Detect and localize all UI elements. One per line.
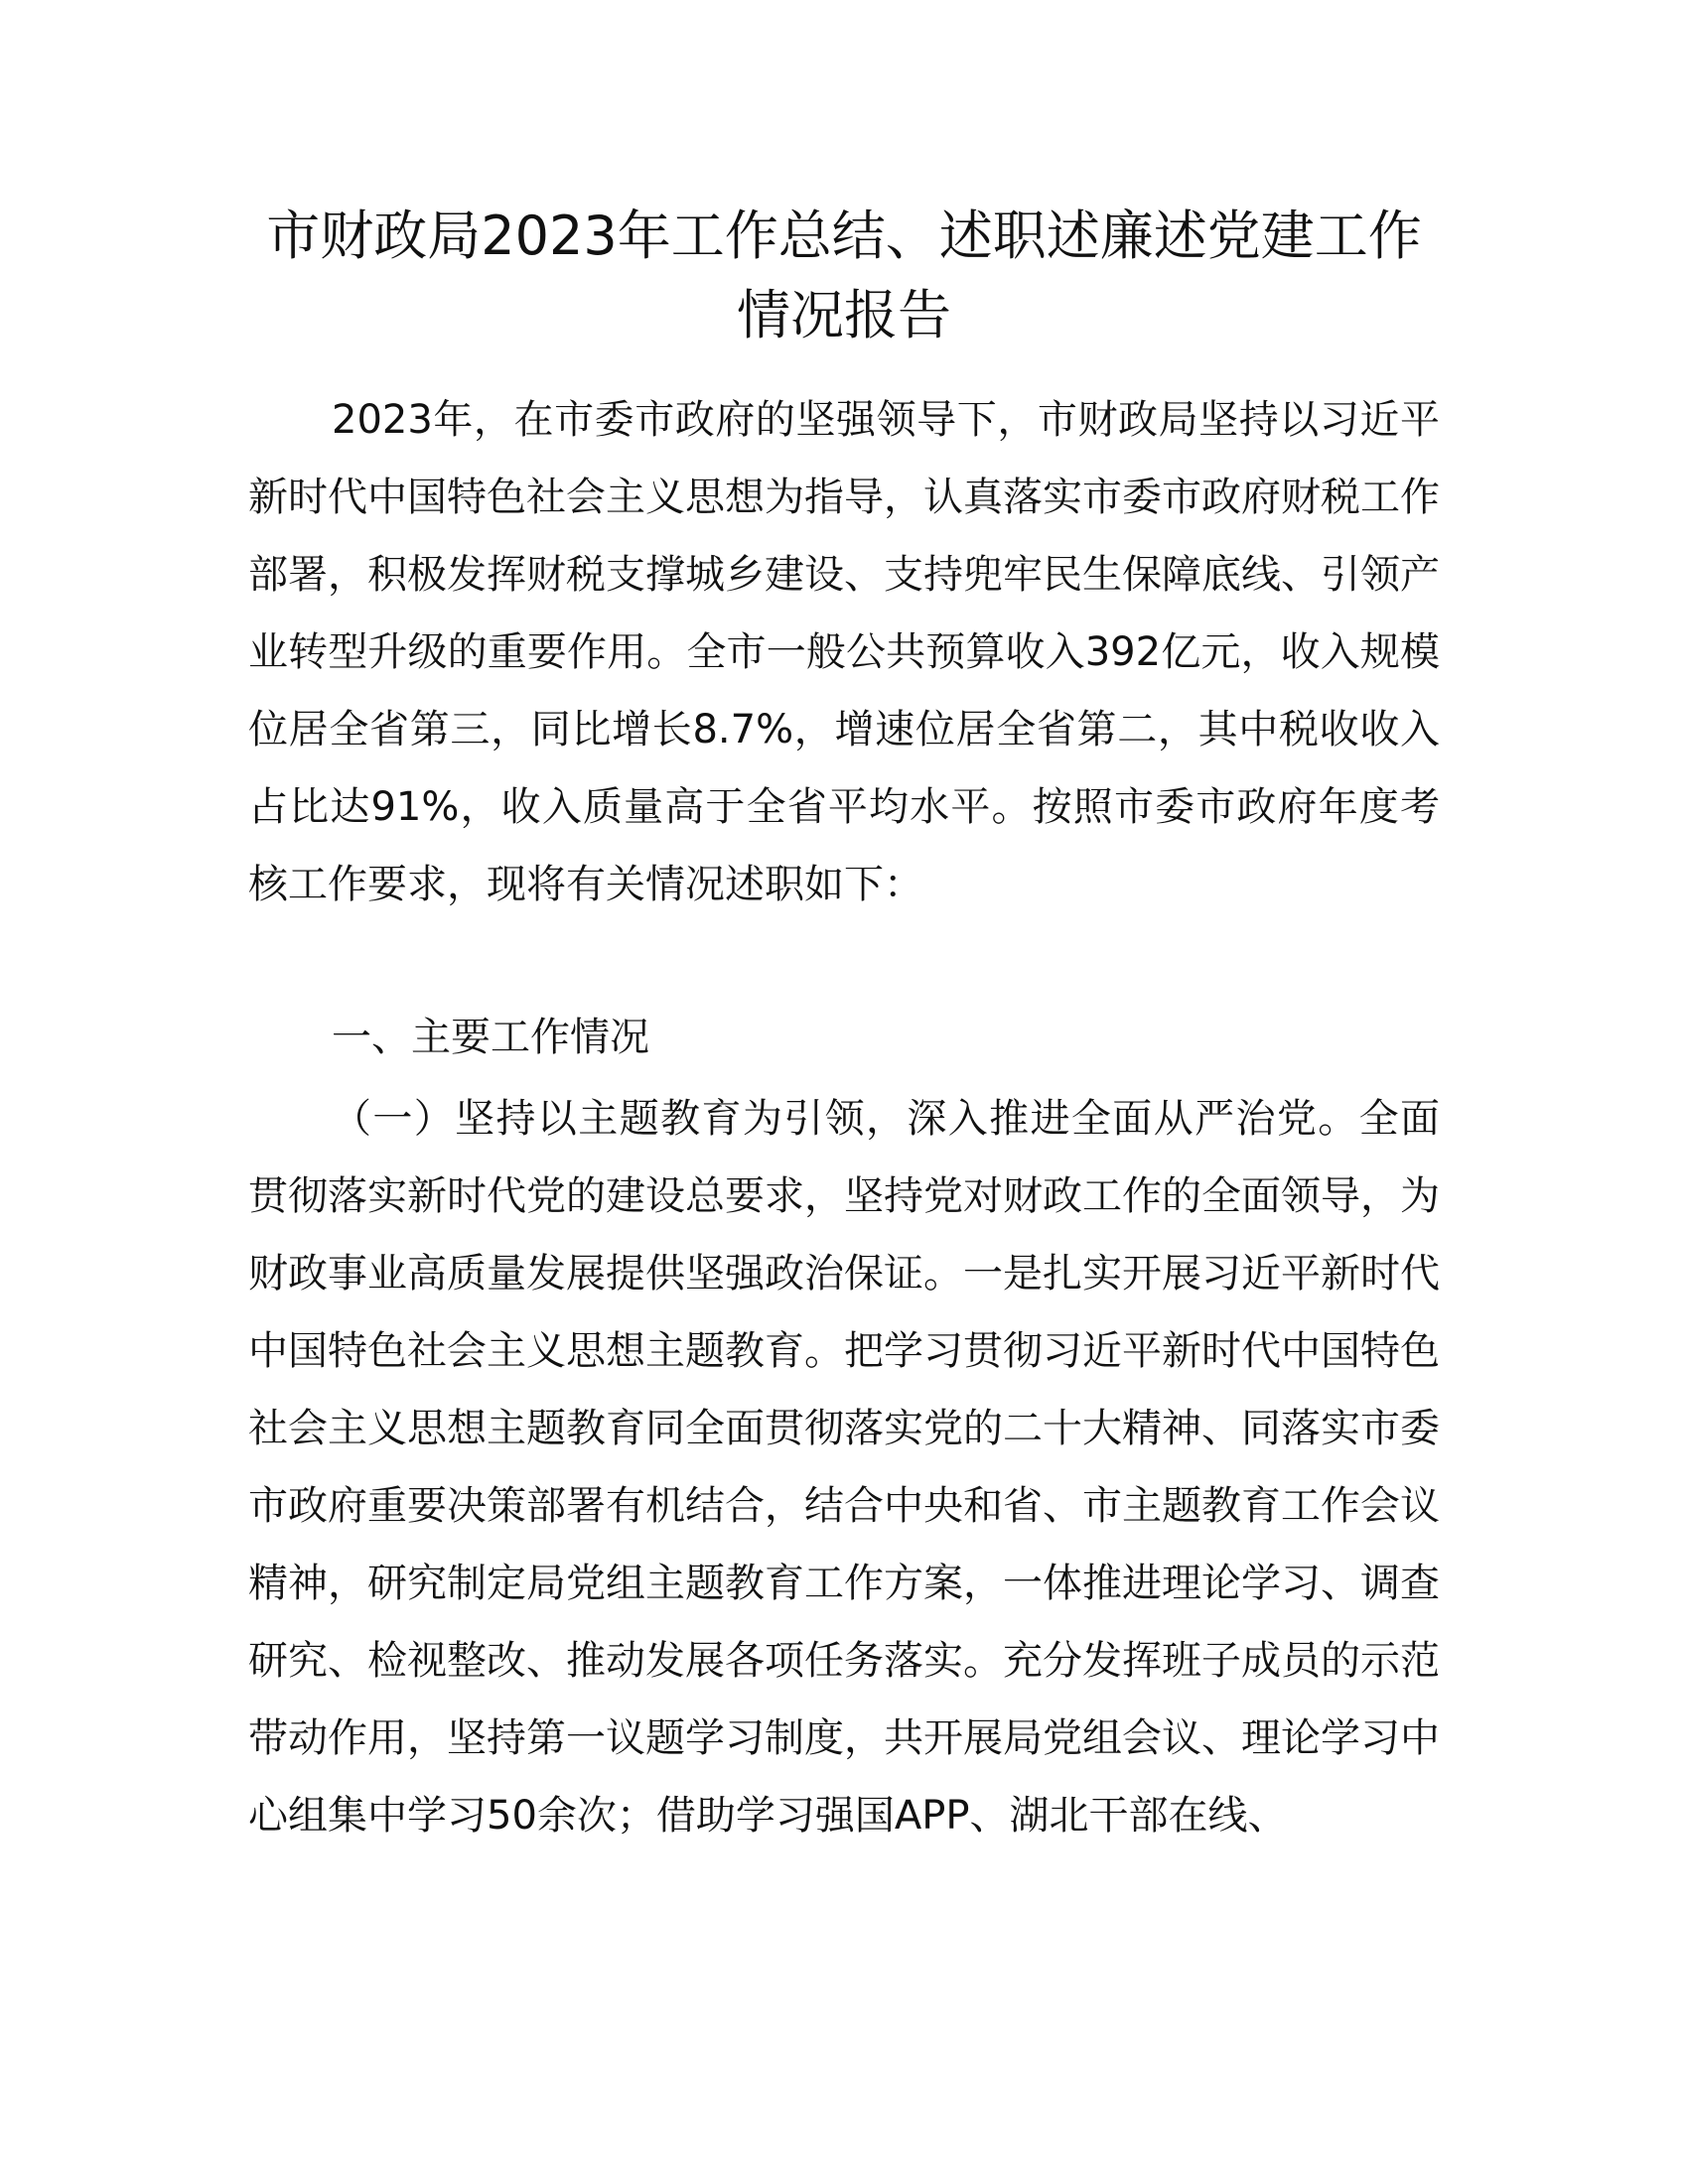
section-heading: 一、主要工作情况 xyxy=(332,1015,649,1060)
subsection-paragraph: （一）坚持以主题教育为引领，深入推进全面从严治党。全面贯彻落实新时代党的建设总要求，坚持党对财政工作的全面领导，为财政事业高质量发展提供坚强政治保证。一是扎实开展习近平新时代中国特色社会主义思想主题教育。把学习贯彻习近平新时代中国特色社会主义思想主题教育同全面贯彻落实党的二十大精神、同落实市委市政府重要决策部署有机结合，结合中央和省、市主题教育工作会议精神，研究制定局党组主题教育工作方案，一体推进理论学习、调查研究、检视整改、推动发展各项任务落实。充分发挥班子成员的示范带动作用，坚持第一议题学习制度，共开展局党组会议、理论学习中心组集中学习50余次；借助学习强国APP、湖北干部在线、 xyxy=(248,1096,1440,1839)
intro-paragraph: 2023年，在市委市政府的坚强领导下，市财政局坚持以习近平新时代中国特色社会主义思想为指导，认真落实市委市政府财税工作部署，积极发挥财税支撑城乡建设、支持兜牢民生保障底线、引领产业转型升级的重要作用。全市一般公共预算收入392亿元，收入规模位居全省第三，同比增长8.7%，增速位居全省第二，其中税收收入占比达91%，收入质量高于全省平均水平。按照市委市政府年度考核工作要求，现将有关情况述职如下： xyxy=(248,397,1440,907)
document-title: 市财政局2023年工作总结、述职述廉述党建工作情况报告 xyxy=(266,205,1422,346)
